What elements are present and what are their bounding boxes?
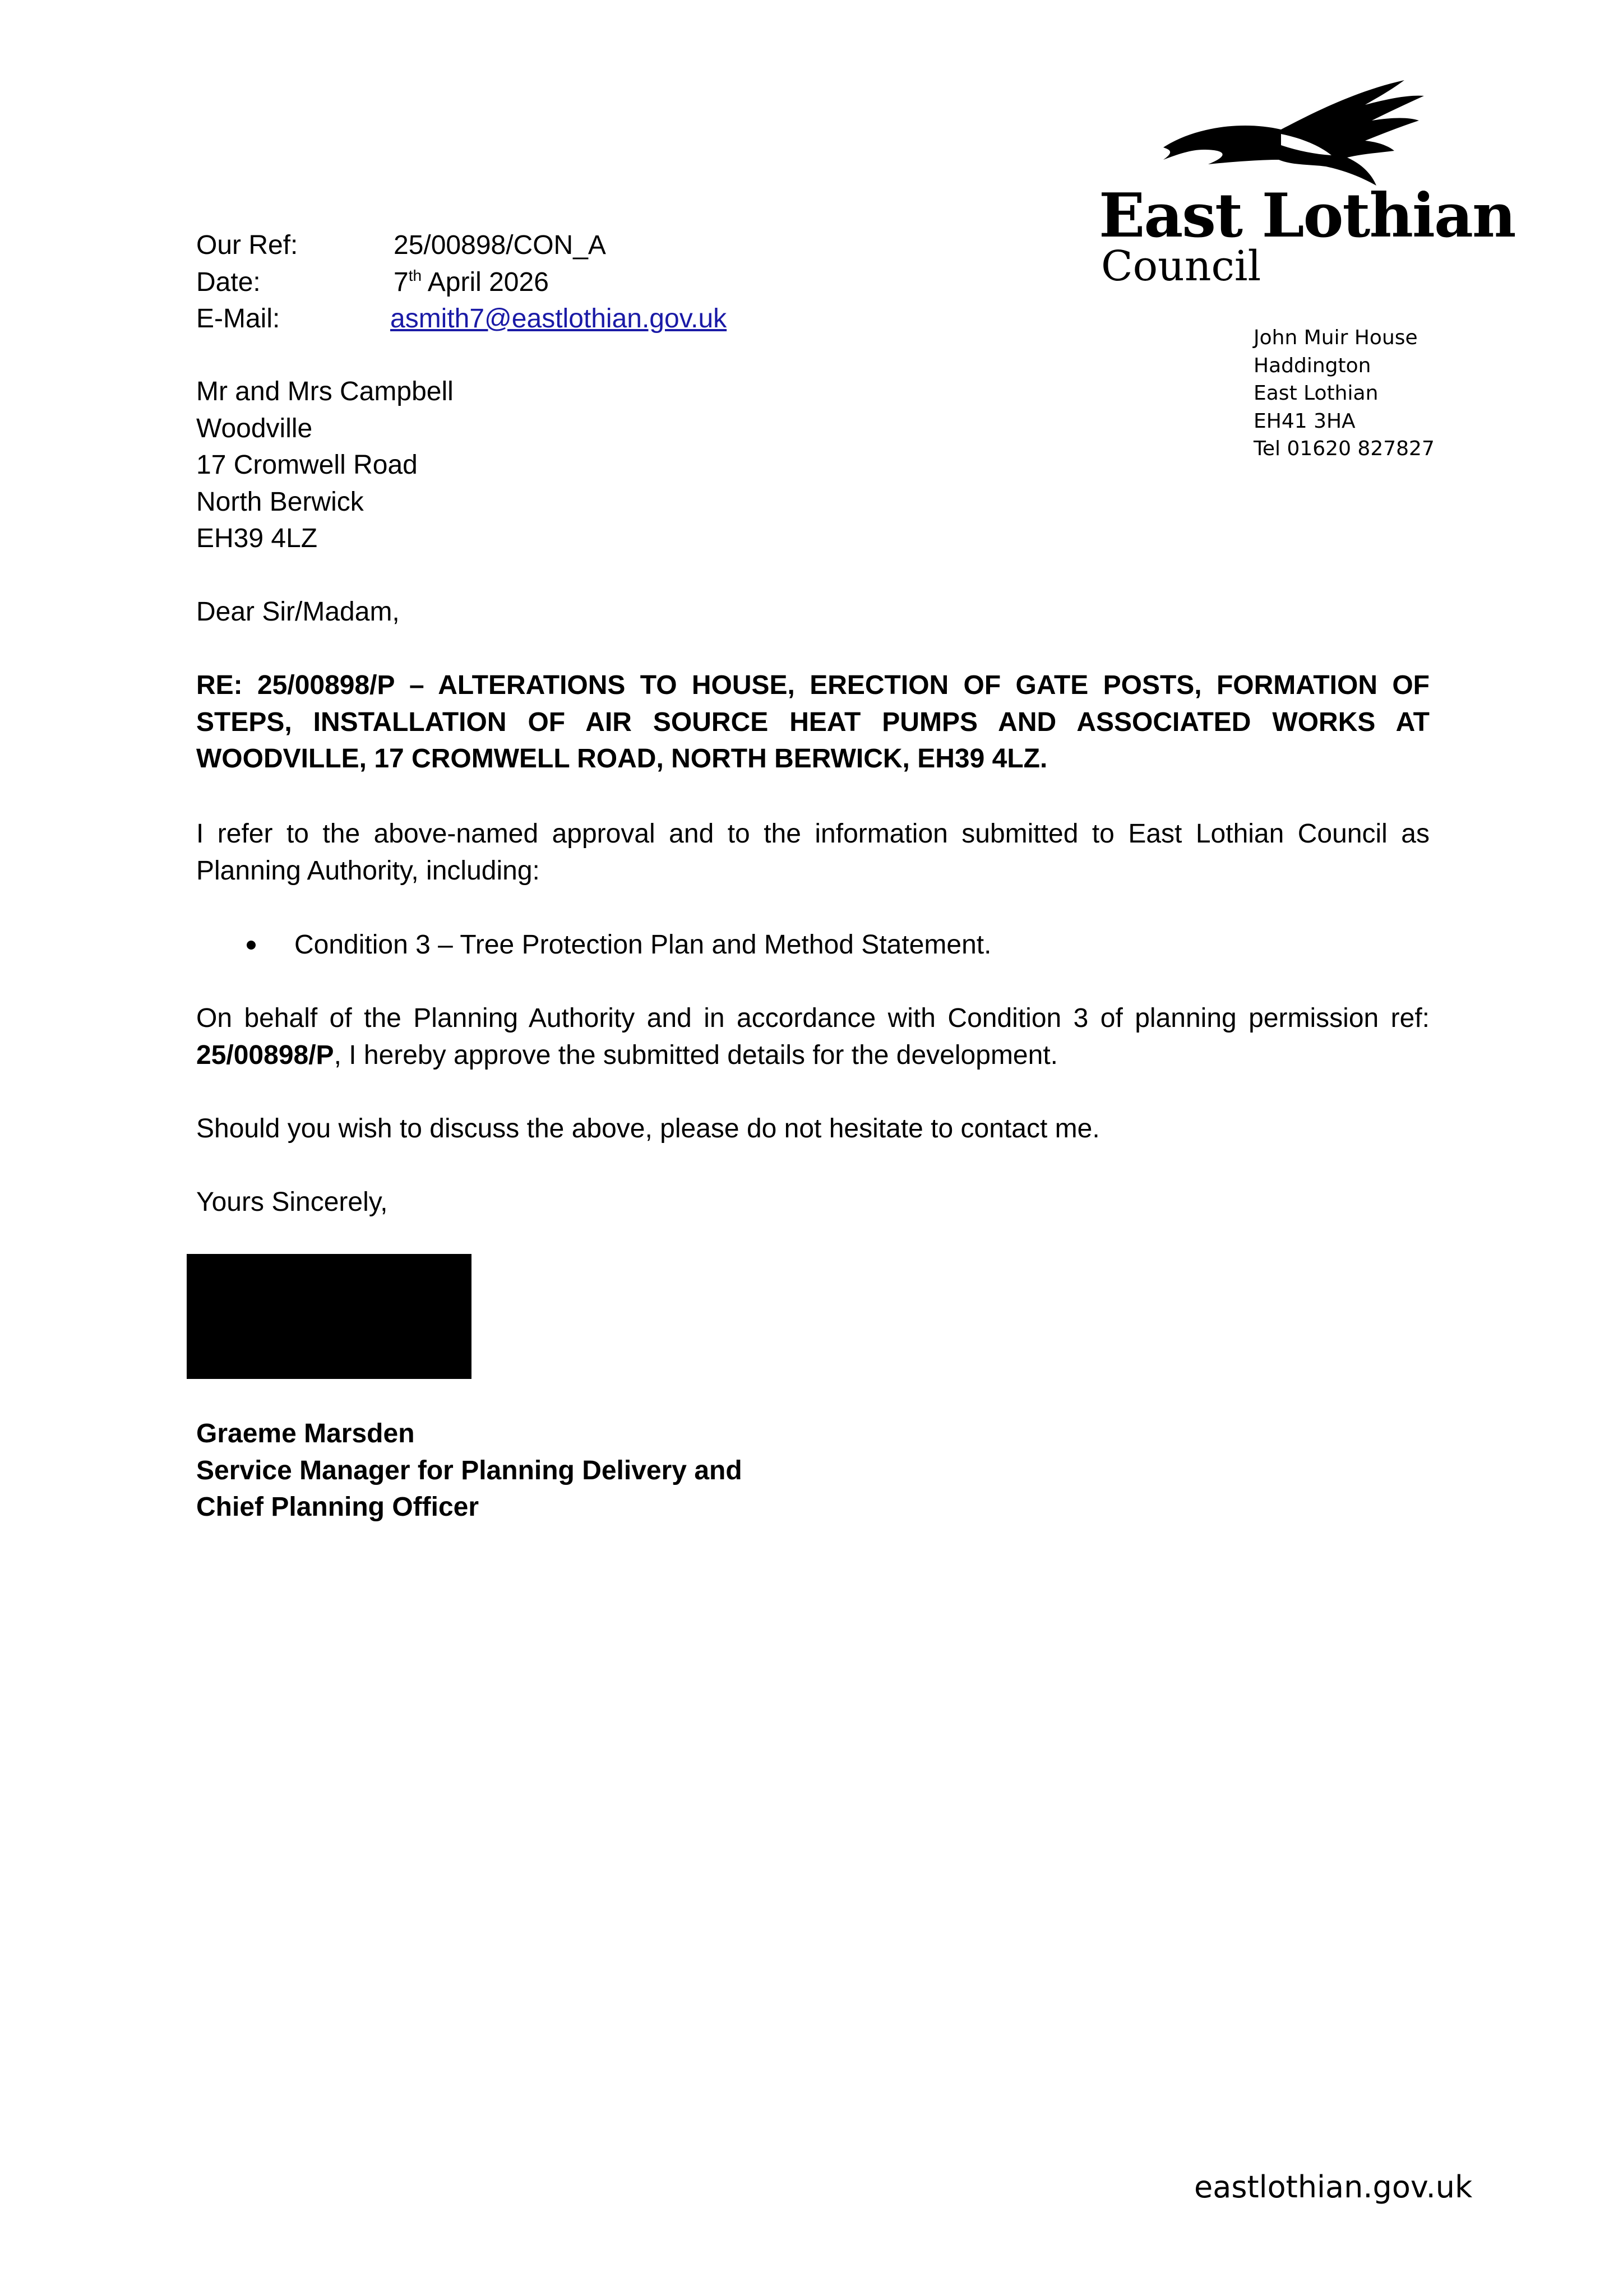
approval-text-before: On behalf of the Planning Authority and in accordance with Condition 3 of planning permission ref: [196, 1003, 1430, 1033]
date-ordinal-suffix: th [408, 266, 422, 284]
bullet-icon [247, 941, 256, 950]
intro-paragraph: I refer to the above-named approval and to the information submitted to East Lothian Council as Planning Authority, including: [196, 819, 1430, 886]
signatory-name: Graeme Marsden [196, 1419, 415, 1448]
logo-council-text: Council [1101, 242, 1261, 290]
email-label: E-Mail: [196, 304, 280, 334]
recipient-postcode: EH39 4LZ [196, 524, 318, 553]
salutation: Dear Sir/Madam, [196, 597, 400, 627]
date-day: 7 [394, 267, 409, 297]
contact-paragraph: Should you wish to discuss the above, please do not hesitate to contact me. [196, 1114, 1100, 1144]
council-address-line: EH41 3HA [1254, 409, 1356, 433]
council-logo [1099, 76, 1525, 294]
date-label: Date: [196, 267, 261, 297]
signatory-title: Service Manager for Planning Delivery and [196, 1455, 742, 1485]
recipient-address [196, 373, 1430, 557]
date-month-year: April 2026 [422, 267, 549, 297]
recipient-line: 17 Cromwell Road [196, 450, 418, 480]
closing: Yours Sincerely, [196, 1187, 388, 1217]
recipient-line: Woodville [196, 413, 313, 443]
signatory-block [196, 1415, 742, 1526]
council-address-line: East Lothian [1254, 382, 1379, 405]
council-address-line: Haddington [1254, 354, 1371, 377]
date-value [394, 264, 549, 301]
approval-reference: 25/00898/P [196, 1040, 334, 1070]
redacted-signature [187, 1254, 471, 1379]
approval-paragraph [196, 1000, 1430, 1073]
approval-text-after: , I hereby approve the submitted details for the development. [334, 1040, 1058, 1070]
signatory-title: Chief Planning Officer [196, 1492, 479, 1522]
recipient-line: North Berwick [196, 487, 364, 517]
logo-name: East Lothian [1099, 180, 1515, 251]
condition-bullet-text: Condition 3 – Tree Protection Plan and Method Statement. [294, 930, 992, 960]
email-link[interactable]: asmith7@eastlothian.gov.uk [390, 304, 727, 334]
council-address-line: John Muir House [1254, 326, 1418, 349]
bird-logo-icon [1141, 76, 1432, 191]
our-ref-value: 25/00898/CON_A [394, 230, 606, 260]
recipient-line: Mr and Mrs Campbell [196, 377, 454, 406]
council-phone: Tel 01620 827827 [1254, 437, 1435, 460]
subject-heading: RE: 25/00898/P – ALTERATIONS TO HOUSE, ERECTION OF GATE POSTS, FORMATION OF STEPS, INSTALLATION OF AIR SOURCE HEAT PUMPS AND ASSOCIATED WORKS AT WOODVILLE, 17 CROMWELL ROAD, NORTH BERWICK, EH39 4LZ. [196, 670, 1430, 774]
our-ref-label: Our Ref: [196, 230, 298, 260]
footer-website: eastlothian.gov.uk [1194, 2169, 1473, 2205]
